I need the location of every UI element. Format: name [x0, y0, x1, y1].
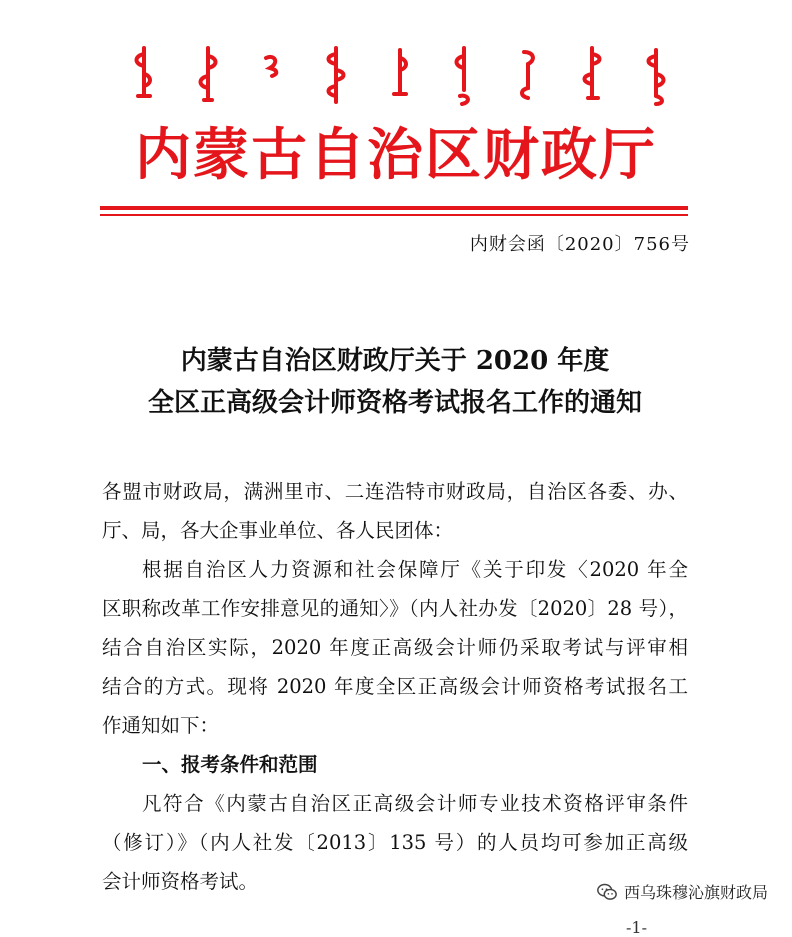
document-title — [100, 340, 690, 424]
title-line-1: 内蒙古自治区财政厅关于 2020 年度 — [180, 346, 610, 376]
paragraph-1-line-3: 结合自治区实际，2020 年度正高级会计师仍采取考试与评审相 — [102, 636, 688, 659]
mongolian-glyph-3 — [258, 44, 286, 106]
paragraph-1-line-1: 根据自治区人力资源和社会保障厅《关于印发〈2020 年全 — [142, 558, 688, 581]
mongolian-glyph-9 — [642, 44, 670, 106]
title-line-2: 全区正高级会计师资格考试报名工作的通知 — [147, 388, 642, 418]
document-body — [102, 472, 688, 901]
wechat-watermark — [596, 880, 768, 903]
mongolian-glyph-7 — [514, 44, 542, 106]
watermark-text: 西乌珠穆沁旗财政局 — [623, 883, 768, 902]
mongolian-glyph-6 — [450, 44, 478, 106]
header-divider-thick — [100, 206, 688, 210]
mongolian-glyph-5 — [386, 44, 414, 106]
document-number: 内财会函〔2020〕756号 — [469, 234, 690, 255]
paragraph-1-line-4: 结合的方式。现将 2020 年度全区正高级会计师资格考试报名工 — [102, 675, 688, 698]
section-1-heading: 一、报考条件和范围 — [142, 753, 318, 776]
wechat-icon — [596, 881, 618, 903]
addressee-line-2: 厅、局，各大企事业单位、各人民团体： — [102, 519, 454, 542]
mongolian-glyph-4 — [322, 44, 350, 106]
paragraph-1-line-5: 作通知如下： — [102, 714, 220, 737]
mongolian-glyph-1 — [130, 44, 158, 106]
paragraph-1-line-2: 区职称改革工作安排意见的通知〉》（内人社办发〔2020〕28 号）， — [102, 597, 688, 620]
addressee-line-1: 各盟市财政局，满洲里市、二连浩特市财政局，自治区各委、办、 — [102, 480, 688, 503]
paragraph-2-line-1: 凡符合《内蒙古自治区正高级会计师专业技术资格评审条件 — [142, 792, 688, 815]
header-divider-thin — [100, 214, 688, 216]
mongolian-script-header — [130, 44, 670, 106]
paragraph-2-line-2: （修订）》（内人社发〔2013〕135 号）的人员均可参加正高级 — [102, 831, 688, 854]
mongolian-glyph-2 — [194, 44, 222, 106]
paragraph-2-line-3: 会计师资格考试。 — [102, 870, 259, 893]
page-number: -1- — [626, 918, 647, 937]
agency-name: 内蒙古自治区财政厅 — [135, 123, 657, 188]
mongolian-glyph-8 — [578, 44, 606, 106]
